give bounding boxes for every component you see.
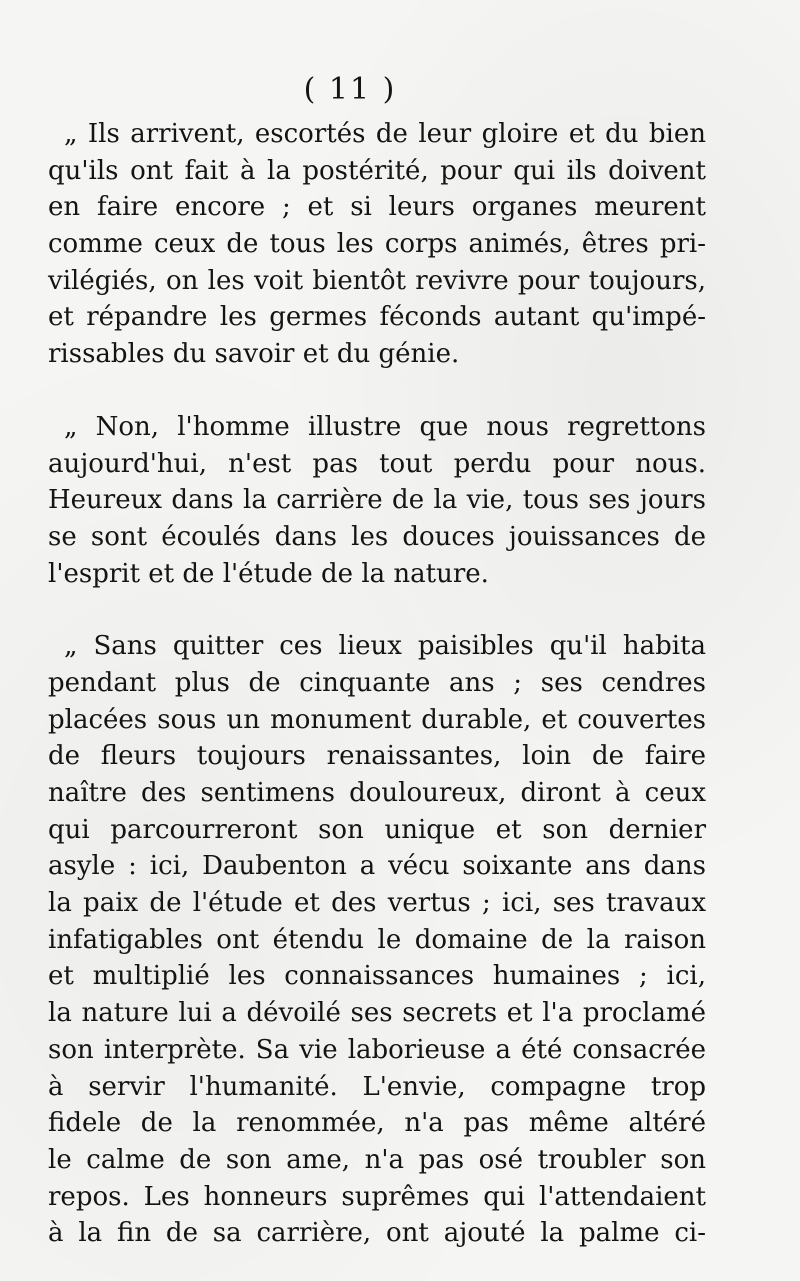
text-line: rissables du savoir et du génie. xyxy=(48,339,460,370)
text-line: l'esprit et de l'étude de la nature. xyxy=(48,558,489,589)
body-text xyxy=(48,116,706,1252)
text-line: et répandre les germes féconds autant qu'impé- xyxy=(48,302,706,333)
text-line: et multiplié les connaissances humaines ; ici, xyxy=(48,961,706,992)
text-line: asyle : ici, Daubenton a vécu soixante ans dans xyxy=(48,851,706,882)
paragraph-1 xyxy=(48,116,706,373)
text-line: pendant plus de cinquante ans ; ses cendres xyxy=(48,667,706,698)
text-line: son interprète. Sa vie laborieuse a été consacrée xyxy=(48,1034,706,1065)
text-line: qui parcourreront son unique et son dernier xyxy=(48,814,706,845)
text-line: la paix de l'étude et des vertus ; ici, ses travaux xyxy=(48,888,706,919)
text-line: qu'ils ont fait à la postérité, pour qui ils doivent xyxy=(48,155,706,186)
text-line: Heureux dans la carrière de la vie, tous ses jours xyxy=(48,485,706,516)
text-line: se sont écoulés dans les douces jouissances de xyxy=(48,521,706,552)
text-line: placées sous un monument durable, et couvertes xyxy=(48,704,706,735)
text-line: à servir l'humanité. L'envie, compagne trop xyxy=(48,1071,706,1102)
text-line: fidele de la renommée, n'a pas même altéré xyxy=(48,1108,706,1139)
text-line: de fleurs toujours renaissantes, loin de faire xyxy=(48,741,706,772)
page-number: ( 11 ) xyxy=(303,72,397,107)
text-line: „ Sans quitter ces lieux paisibles qu'il habita xyxy=(64,631,706,662)
paragraph-spacer xyxy=(48,592,706,628)
paragraph-spacer xyxy=(48,373,706,409)
text-line: le calme de son ame, n'a pas osé troubler son xyxy=(48,1144,706,1175)
text-line: aujourd'hui, n'est pas tout perdu pour nous. xyxy=(48,448,706,479)
paragraph-2 xyxy=(48,409,706,592)
text-line: à la fin de sa carrière, ont ajouté la palme ci- xyxy=(48,1218,706,1249)
paragraph-3 xyxy=(48,628,706,1252)
text-line: vilégiés, on les voit bientôt revivre pour toujours, xyxy=(48,265,706,296)
text-line: naître des sentimens douloureux, diront à ceux xyxy=(48,778,706,808)
text-line: comme ceux de tous les corps animés, êtres pri- xyxy=(48,229,706,260)
text-line: „ Non, l'homme illustre que nous regrettons xyxy=(64,411,706,442)
text-line: „ Ils arrivent, escortés de leur gloire et du bien xyxy=(64,119,706,149)
text-line: repos. Les honneurs suprêmes qui l'attendaient xyxy=(48,1181,706,1212)
text-line: la nature lui a dévoilé ses secrets et l'a proclamé xyxy=(48,998,706,1029)
text-line: en faire encore ; et si leurs organes meurent xyxy=(48,192,706,223)
text-line: infatigables ont étendu le domaine de la raison xyxy=(48,924,706,955)
